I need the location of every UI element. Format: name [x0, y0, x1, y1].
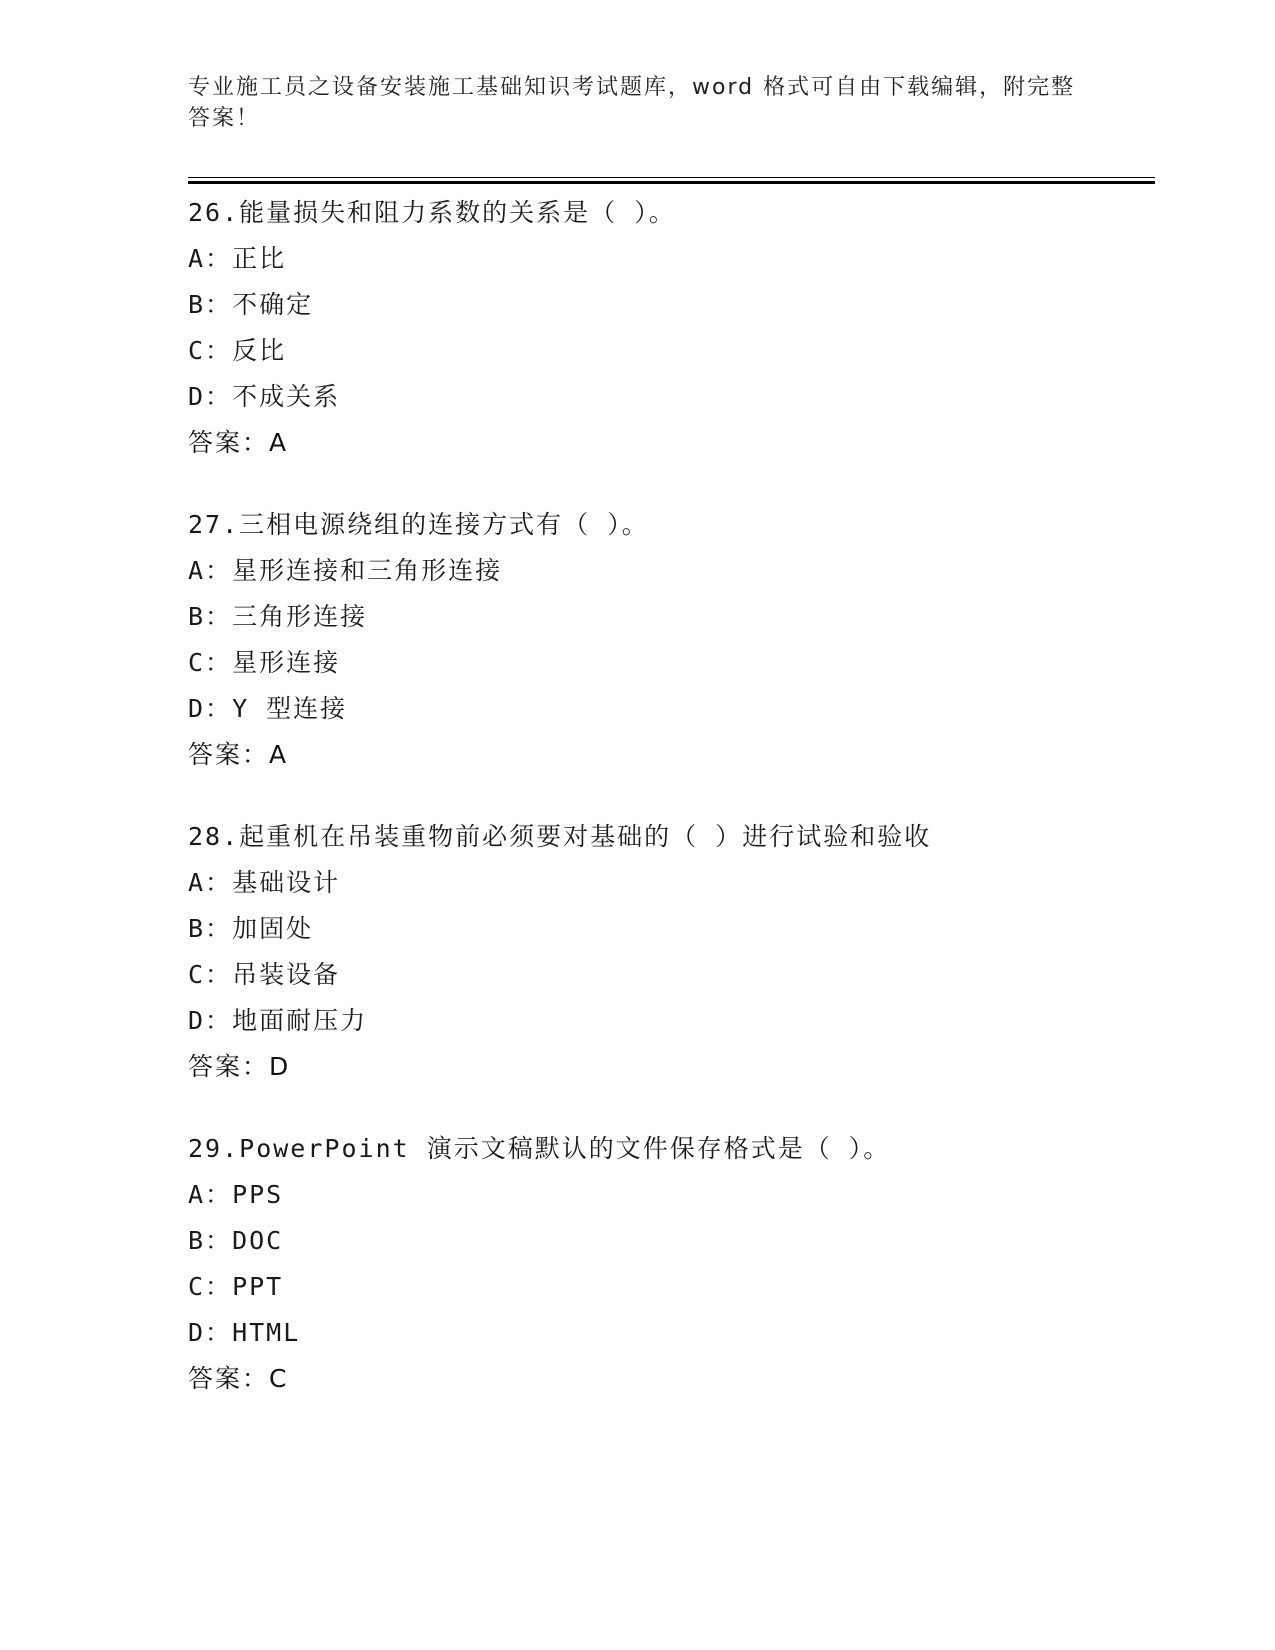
option-d — [188, 1310, 1168, 1356]
option-letter: C： — [188, 1272, 233, 1301]
option-d — [188, 374, 1168, 420]
option-letter: C： — [188, 960, 233, 989]
question-27 — [188, 502, 1168, 778]
question-list — [188, 190, 1168, 1438]
option-letter: B： — [188, 1226, 233, 1255]
answer-line: 答案：A — [188, 740, 289, 769]
question-stem: 27.三相电源绕组的连接方式有（ ）。 — [188, 510, 649, 539]
answer-line: 答案：A — [188, 428, 289, 457]
question-26 — [188, 190, 1168, 466]
option-b — [188, 282, 1168, 328]
option-text: HTML — [232, 1318, 301, 1347]
option-a — [188, 548, 1168, 594]
option-letter: A： — [188, 556, 233, 585]
option-text: 星形连接和三角形连接 — [232, 556, 503, 585]
answer-line: 答案：D — [188, 1052, 291, 1081]
option-letter: A： — [188, 1180, 233, 1209]
option-letter: B： — [188, 290, 233, 319]
option-text: PPS — [232, 1180, 284, 1209]
option-c — [188, 952, 1168, 998]
option-a — [188, 1172, 1168, 1218]
option-b — [188, 906, 1168, 952]
option-letter: D： — [188, 694, 233, 723]
option-b — [188, 594, 1168, 640]
option-letter: C： — [188, 336, 233, 365]
option-a — [188, 236, 1168, 282]
option-d — [188, 998, 1168, 1044]
option-text: 反比 — [232, 336, 287, 365]
option-letter: D： — [188, 382, 233, 411]
option-text: 加固处 — [232, 914, 314, 943]
option-letter: D： — [188, 1318, 233, 1347]
option-text: 三角形连接 — [232, 602, 368, 631]
option-text: 正比 — [232, 244, 287, 273]
question-stem: 28.起重机在吊装重物前必须要对基础的（ ）进行试验和验收 — [188, 822, 932, 851]
option-c — [188, 328, 1168, 374]
header-divider-thick — [188, 181, 1155, 184]
option-d — [188, 686, 1168, 732]
option-a — [188, 860, 1168, 906]
option-text: 星形连接 — [232, 648, 341, 677]
answer-line: 答案：C — [188, 1364, 289, 1393]
option-text: 基础设计 — [232, 868, 341, 897]
option-letter: B： — [188, 914, 233, 943]
option-letter: A： — [188, 868, 233, 897]
question-stem: 29.PowerPoint 演示文稿默认的文件保存格式是（ ）。 — [188, 1134, 891, 1163]
option-letter: A： — [188, 244, 233, 273]
option-text: 不确定 — [232, 290, 314, 319]
option-c — [188, 1264, 1168, 1310]
option-letter: B： — [188, 602, 233, 631]
option-text: PPT — [232, 1272, 284, 1301]
option-text: 不成关系 — [232, 382, 341, 411]
option-text: DOC — [232, 1226, 284, 1255]
question-29 — [188, 1126, 1168, 1402]
question-stem: 26.能量损失和阻力系数的关系是（ ）。 — [188, 198, 676, 227]
option-text: Y 型连接 — [232, 694, 348, 723]
option-c — [188, 640, 1168, 686]
document-header: 专业施工员之设备安装施工基础知识考试题库，word 格式可自由下载编辑，附完整答案！ — [188, 75, 1076, 131]
option-text: 地面耐压力 — [232, 1006, 368, 1035]
option-b — [188, 1218, 1168, 1264]
question-28 — [188, 814, 1168, 1090]
option-text: 吊装设备 — [232, 960, 341, 989]
option-letter: C： — [188, 648, 233, 677]
option-letter: D： — [188, 1006, 233, 1035]
header-divider-thin — [188, 177, 1155, 178]
